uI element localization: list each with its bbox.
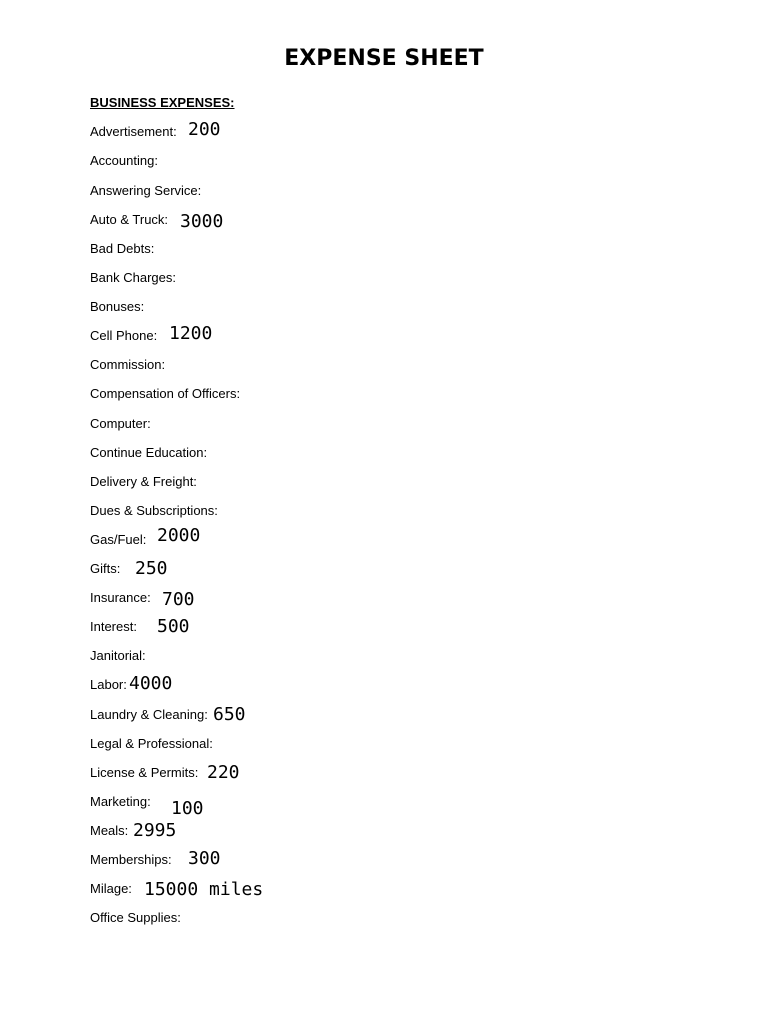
expense-value: 4000	[129, 673, 173, 694]
expense-value: 2000	[157, 525, 201, 546]
expense-label: Laundry & Cleaning:	[90, 707, 208, 722]
expense-value: 500	[157, 616, 190, 637]
expense-label: Advertisement:	[90, 124, 177, 139]
expense-label: Compensation of Officers:	[90, 386, 241, 401]
expense-label: License & Permits:	[90, 765, 199, 780]
expense-label: Milage:	[90, 881, 132, 896]
expense-label: Bonuses:	[90, 299, 145, 314]
expense-label: Memberships:	[90, 852, 172, 867]
expense-value: 15000 miles	[144, 879, 264, 900]
expense-value: 300	[188, 848, 221, 869]
expense-label: Cell Phone:	[90, 328, 158, 343]
expense-label: Dues & Subscriptions:	[90, 503, 218, 518]
expense-value: 200	[188, 119, 221, 140]
expense-label: Delivery & Freight:	[90, 474, 197, 489]
section-heading-business-expenses: BUSINESS EXPENSES:	[90, 95, 235, 110]
expense-value: 2995	[133, 820, 177, 841]
expense-label: Insurance:	[90, 590, 151, 605]
expense-value: 1200	[169, 323, 213, 344]
expense-label: Accounting:	[90, 153, 158, 168]
expense-label: Interest:	[90, 619, 137, 634]
expense-label: Computer:	[90, 416, 151, 431]
expense-label: Continue Education:	[90, 445, 208, 460]
expense-label: Gas/Fuel:	[90, 532, 147, 547]
expense-value: 3000	[180, 211, 224, 232]
expense-label: Labor:	[90, 677, 127, 692]
expense-label: Commission:	[90, 357, 166, 372]
expense-label: Answering Service:	[90, 183, 202, 198]
expense-value: 250	[135, 558, 168, 579]
expense-label: Office Supplies:	[90, 910, 181, 925]
expense-label: Bank Charges:	[90, 270, 176, 285]
expense-value: 100	[171, 798, 204, 819]
expense-label: Gifts:	[90, 561, 121, 576]
expense-label: Janitorial:	[90, 648, 146, 663]
expense-value: 700	[162, 589, 195, 610]
page-title: EXPENSE SHEET	[284, 46, 484, 71]
expense-value: 220	[207, 762, 240, 783]
expense-label: Auto & Truck:	[90, 212, 169, 227]
expense-value: 650	[213, 704, 246, 725]
expense-label: Legal & Professional:	[90, 736, 213, 751]
expense-label: Marketing:	[90, 794, 151, 809]
expense-label: Bad Debts:	[90, 241, 155, 256]
expense-label: Meals:	[90, 823, 129, 838]
